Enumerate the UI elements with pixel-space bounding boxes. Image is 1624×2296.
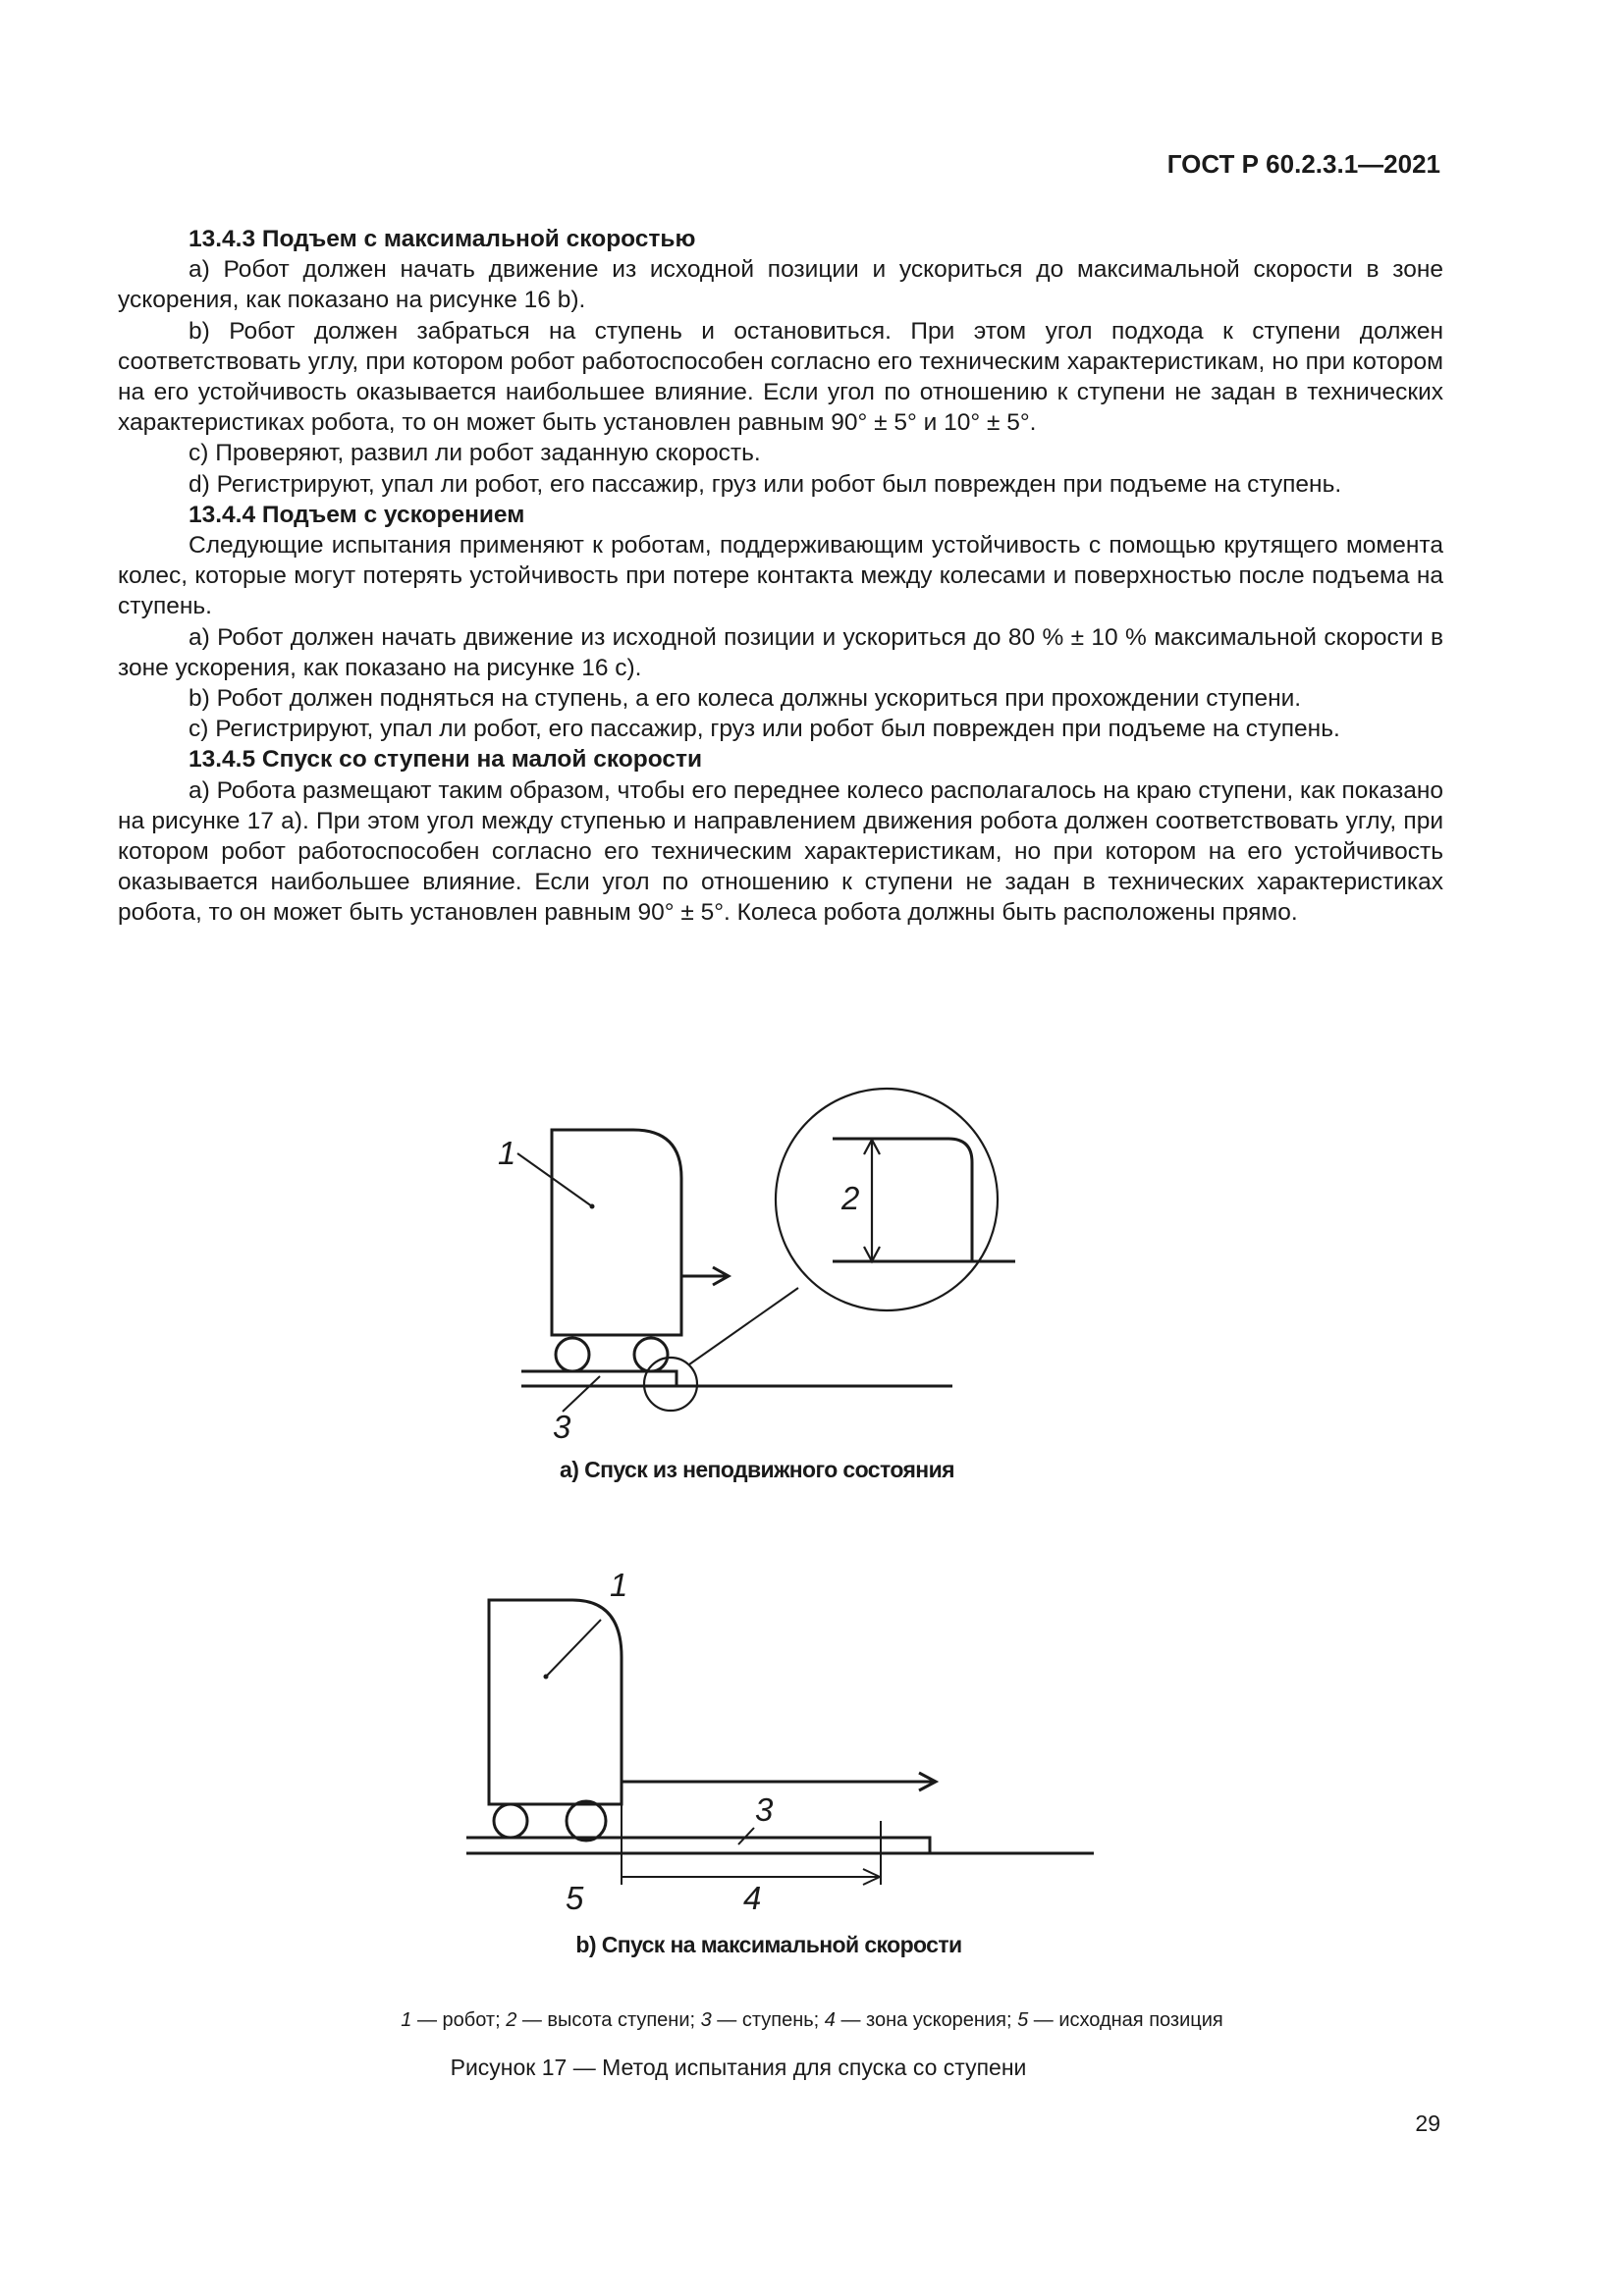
wheel (567, 1801, 606, 1841)
robot-body (489, 1600, 622, 1804)
label-1: 1 (498, 1135, 516, 1171)
paragraph: c) Проверяют, развил ли робот заданную скорость. (189, 440, 761, 467)
robot-body (552, 1130, 681, 1335)
section-heading-13-4-4: 13.4.4 Подъем с ускорением (189, 501, 525, 528)
zoom-detail-circle (776, 1089, 998, 1310)
label-1: 1 (610, 1567, 628, 1603)
figure-b-drawing (466, 1600, 1094, 1885)
paragraph: b) Робот должен забраться на ступень и остановиться. При этом угол подхода к ступени должен соответствовать углу, при котором робот работоспособен согласно его техническим характеристикам, но при котором на его устойчивость оказывается наибольшее влияние. Если угол по отношению к ступени не задан в технических характеристиках робота, то он может быть установлен равным 90° ± 5° и 10° ± 5°. (118, 317, 1443, 437)
paragraph: d) Регистрируют, упал ли робот, его пассажир, груз или робот был поврежден при подъеме на ступень. (189, 470, 1342, 498)
figure-a-drawing (517, 1089, 1015, 1412)
paragraph: а) Робота размещают таким образом, чтобы его переднее колесо располагалось на краю ступени, как показано на рисунке 17 а). При этом угол между ступенью и направлением движения робота должен соответствовать углу, при котором робот работоспособен согласно его техническим характеристикам, но при котором на его устойчивость оказывается наибольшее влияние. Если угол по отношению к ступени не задан в технических характеристиках робота, то он может быть установлен равным 90° ± 5°. Колеса робота должны быть расположены прямо. (118, 776, 1443, 927)
figure-a-caption: а) Спуск из неподвижного состояния (560, 1457, 954, 1482)
section-heading-13-4-5: 13.4.5 Спуск со ступени на малой скорости (189, 746, 703, 774)
label-5: 5 (566, 1880, 584, 1916)
paragraph: c) Регистрируют, упал ли робот, его пассажир, груз или робот был поврежден при подъеме на ступень. (189, 716, 1340, 743)
page-number: 29 (1415, 2110, 1440, 2136)
detail-marker-circle (644, 1358, 697, 1411)
label-2: 2 (841, 1180, 860, 1216)
paragraph: Следующие испытания применяют к роботам, поддерживающим устойчивость с помощью крутящего момента колес, которые могут потерять устойчивость при потере контакта между колесами и поверхностью после подъема на ступень. (118, 532, 1443, 620)
document-header: ГОСТ Р 60.2.3.1—2021 (1166, 149, 1440, 179)
paragraph: а) Робот должен начать движение из исходной позиции и ускориться до 80 % ± 10 % максимальной скорости в зоне ускорения, как показано на рисунке 16 c). (118, 623, 1443, 681)
wheel (556, 1338, 589, 1371)
label-4: 4 (743, 1880, 762, 1916)
section-heading-13-4-3: 13.4.3 Подъем с максимальной скоростью (189, 226, 696, 252)
figure-title: Рисунок 17 — Метод испытания для спуска со ступени (450, 2055, 1027, 2080)
figure-b-caption: b) Спуск на максимальной скорости (575, 1932, 962, 1957)
paragraph: b) Робот должен подняться на ступень, а его колеса должны ускориться при прохождении ступени. (189, 685, 1302, 713)
paragraph: а) Робот должен начать движение из исходной позиции и ускориться до максимальной скорости в зоне ускорения, как показано на рисунке 16 b). (118, 256, 1443, 314)
label-3: 3 (755, 1791, 774, 1828)
figure-legend: 1 — робот; 2 — высота ступени; 3 — ступень; 4 — зона ускорения; 5 — исходная позиция (401, 2009, 1223, 2031)
label-3: 3 (553, 1409, 571, 1445)
step (521, 1371, 677, 1386)
step (466, 1838, 930, 1853)
wheel (494, 1804, 527, 1838)
